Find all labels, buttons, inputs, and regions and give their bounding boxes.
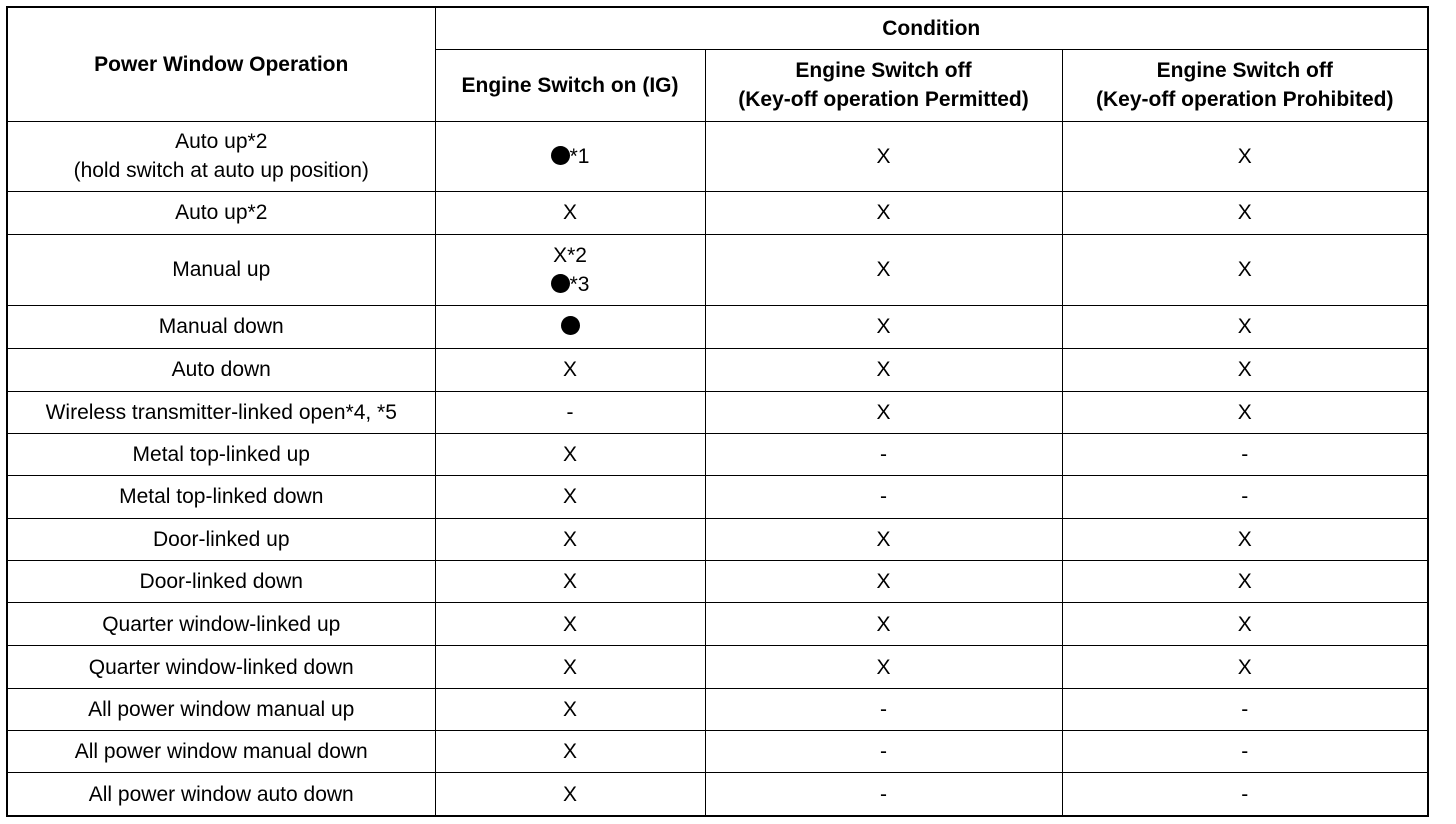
- operation-label: Wireless transmitter-linked open*4, *5: [45, 400, 397, 424]
- engine-on-cell: [435, 773, 705, 816]
- engine-on-cell: [435, 191, 705, 234]
- operation-cell: [7, 646, 435, 689]
- engine-off-prohibited-cell: -: [1062, 689, 1428, 731]
- engine-off-prohibited-cell: -: [1062, 433, 1428, 475]
- column-header-engine-on: [435, 49, 705, 121]
- cell-value: X: [562, 442, 577, 466]
- operation-cell: [7, 121, 435, 191]
- cell-value: X: [562, 612, 577, 636]
- operation-cell: [7, 561, 435, 603]
- column-header-engine-off-prohibited: [1062, 49, 1428, 121]
- engine-off-permitted-cell: -: [705, 433, 1062, 475]
- footnote-ref: *1: [569, 144, 590, 168]
- engine-on-cell: [435, 475, 705, 518]
- cell-value: X*2: [553, 243, 587, 267]
- cell-value: [436, 270, 705, 299]
- engine-off-prohibited-cell: -: [1062, 731, 1428, 773]
- engine-off-prohibited-cell: X: [1062, 391, 1428, 433]
- engine-off-permitted-cell: X: [705, 561, 1062, 603]
- operation-cell: [7, 348, 435, 391]
- table-row: [7, 305, 1428, 348]
- engine-off-prohibited-cell: X: [1062, 121, 1428, 191]
- table-body: [7, 121, 1428, 816]
- operation-cell: [7, 475, 435, 518]
- power-window-condition-table: [6, 6, 1429, 817]
- operation-label: Auto up*2: [175, 201, 268, 225]
- column-header-line: Engine Switch on (IG): [461, 73, 679, 97]
- table-row: [7, 433, 1428, 475]
- engine-off-prohibited-cell: X: [1062, 348, 1428, 391]
- operation-label: All power window manual up: [88, 698, 355, 722]
- engine-off-prohibited-cell: X: [1062, 518, 1428, 560]
- engine-on-cell: [435, 646, 705, 689]
- cell-value: -: [566, 400, 574, 424]
- operation-cell: [7, 603, 435, 646]
- engine-on-cell: [435, 561, 705, 603]
- operation-label: Quarter window-linked down: [88, 655, 354, 679]
- operation-cell: [7, 433, 435, 475]
- engine-on-cell: [435, 305, 705, 348]
- operation-label: Door-linked up: [152, 527, 290, 551]
- operation-label: Manual up: [172, 258, 271, 282]
- cell-value: X: [562, 527, 577, 551]
- engine-off-prohibited-cell: -: [1062, 773, 1428, 816]
- cell-value: X: [562, 782, 577, 806]
- operation-label: All power window manual down: [74, 740, 368, 764]
- engine-off-prohibited-cell: X: [1062, 234, 1428, 305]
- engine-on-cell: [435, 731, 705, 773]
- operation-label: Metal top-linked down: [119, 485, 324, 509]
- footnote-ref: *3: [569, 272, 590, 296]
- engine-off-prohibited-cell: X: [1062, 646, 1428, 689]
- engine-on-cell: [435, 603, 705, 646]
- engine-off-permitted-cell: X: [705, 305, 1062, 348]
- operation-cell: [7, 773, 435, 816]
- engine-on-cell: [435, 234, 705, 305]
- table-row: [7, 234, 1428, 305]
- engine-off-permitted-cell: -: [705, 475, 1062, 518]
- cell-value: [436, 142, 705, 171]
- operation-cell: [7, 689, 435, 731]
- engine-off-prohibited-cell: -: [1062, 475, 1428, 518]
- operation-label: Manual down: [158, 315, 284, 339]
- table-row: [7, 689, 1428, 731]
- cell-value: X: [562, 358, 577, 382]
- operation-cell: [7, 234, 435, 305]
- engine-off-permitted-cell: -: [705, 689, 1062, 731]
- table-row: [7, 731, 1428, 773]
- table-row: [7, 518, 1428, 560]
- engine-off-permitted-cell: X: [705, 391, 1062, 433]
- table-row: [7, 561, 1428, 603]
- engine-on-cell: [435, 391, 705, 433]
- engine-on-cell: [435, 348, 705, 391]
- table-row: [7, 475, 1428, 518]
- operation-label: Auto down: [171, 358, 271, 382]
- filled-circle-icon: [561, 316, 580, 335]
- cell-value: X: [562, 698, 577, 722]
- operation-label: Metal top-linked up: [132, 442, 310, 466]
- engine-off-permitted-cell: -: [705, 773, 1062, 816]
- cell-value: [436, 312, 705, 341]
- operation-label: All power window auto down: [88, 782, 354, 806]
- condition-group-header: Condition: [435, 7, 1428, 49]
- engine-off-permitted-cell: X: [705, 518, 1062, 560]
- engine-off-permitted-cell: X: [705, 603, 1062, 646]
- table-row: [7, 603, 1428, 646]
- engine-off-permitted-cell: X: [705, 234, 1062, 305]
- engine-off-permitted-cell: X: [705, 348, 1062, 391]
- cell-value: X: [562, 201, 577, 225]
- column-header-line: (Key-off operation Permitted): [738, 88, 1029, 111]
- operation-cell: [7, 391, 435, 433]
- column-header-line: Engine Switch off: [795, 59, 972, 82]
- engine-off-permitted-cell: -: [705, 731, 1062, 773]
- operation-cell: [7, 191, 435, 234]
- engine-on-cell: [435, 518, 705, 560]
- engine-on-cell: [435, 433, 705, 475]
- engine-off-prohibited-cell: X: [1062, 191, 1428, 234]
- operation-cell: [7, 731, 435, 773]
- cell-value: X: [562, 485, 577, 509]
- table-row: [7, 121, 1428, 191]
- table-row: [7, 773, 1428, 816]
- table-row: [7, 391, 1428, 433]
- operation-label: Door-linked down: [139, 570, 303, 594]
- engine-off-permitted-cell: X: [705, 121, 1062, 191]
- cell-value: X: [562, 570, 577, 594]
- cell-value: X: [562, 655, 577, 679]
- table-row: [7, 646, 1428, 689]
- operation-label: Auto up*2: [175, 130, 268, 154]
- engine-off-permitted-cell: X: [705, 191, 1062, 234]
- filled-circle-icon: [551, 146, 570, 165]
- column-header-line: Engine Switch off: [1156, 59, 1333, 82]
- operation-column-header: Power Window Operation: [7, 7, 435, 121]
- filled-circle-icon: [551, 274, 570, 293]
- engine-off-prohibited-cell: X: [1062, 305, 1428, 348]
- operation-note: (hold switch at auto up position): [73, 159, 369, 183]
- column-header-engine-off-permitted: [705, 49, 1062, 121]
- table-row: [7, 348, 1428, 391]
- table-row: [7, 191, 1428, 234]
- operation-cell: [7, 305, 435, 348]
- column-header-line: (Key-off operation Prohibited): [1096, 88, 1394, 111]
- table-header: [7, 7, 1428, 121]
- engine-off-prohibited-cell: X: [1062, 603, 1428, 646]
- cell-value: X: [562, 740, 577, 764]
- operation-cell: [7, 518, 435, 560]
- operation-label: Quarter window-linked up: [102, 612, 341, 636]
- engine-off-prohibited-cell: X: [1062, 561, 1428, 603]
- engine-on-cell: [435, 689, 705, 731]
- engine-on-cell: [435, 121, 705, 191]
- engine-off-permitted-cell: X: [705, 646, 1062, 689]
